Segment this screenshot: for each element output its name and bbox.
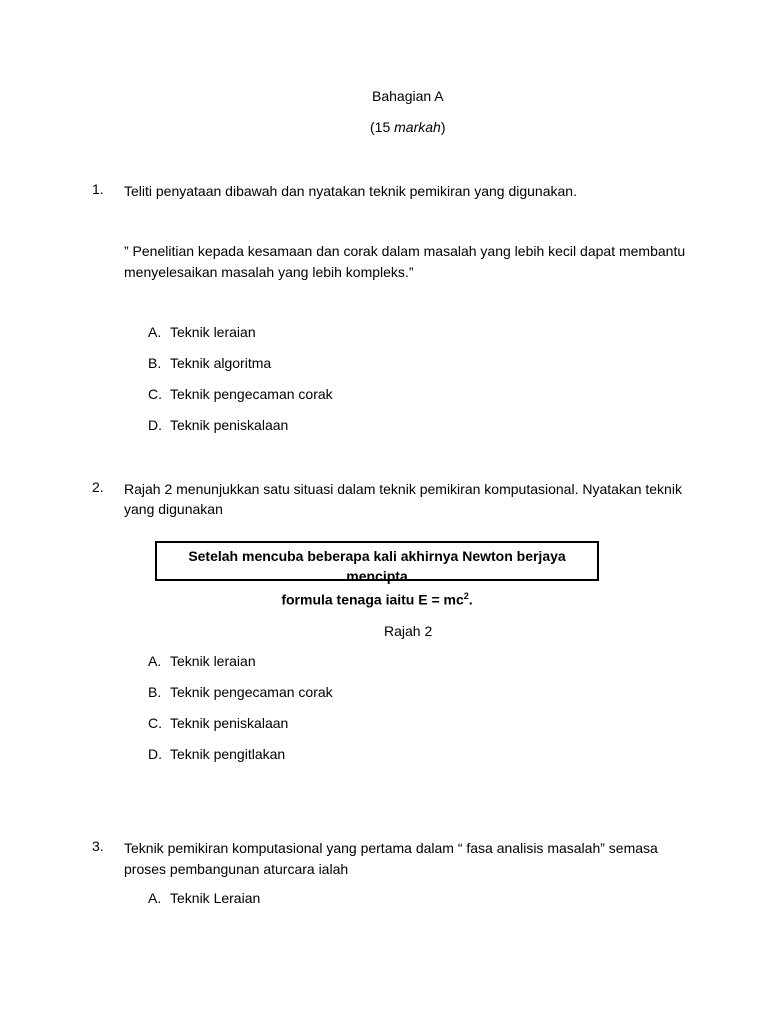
option-text: Teknik algoritma [170, 355, 272, 371]
q2-option-b[interactable] [148, 684, 333, 700]
option-text: Teknik pengecaman corak [170, 386, 333, 402]
q1-option-b[interactable] [148, 355, 271, 371]
option-text: Teknik Leraian [170, 890, 261, 906]
box-line2-end: . [468, 591, 473, 608]
marks-open: (15 [370, 119, 395, 135]
rajah-2-caption: Rajah 2 [384, 623, 433, 639]
option-letter: D. [148, 746, 162, 762]
q1-number: 1. [92, 181, 104, 197]
q2-text-line1: Rajah 2 menunjukkan satu situasi dalam teknik pemikiran komputasional. Nyatakan teknik [124, 481, 682, 497]
marks-word: markah [394, 119, 441, 135]
q2-option-c[interactable] [148, 715, 288, 731]
box-line1: Setelah mencuba beberapa kali akhirnya Newton berjaya mencipta [188, 548, 566, 584]
option-text: Teknik leraian [170, 653, 256, 669]
option-letter: A. [148, 890, 162, 906]
option-text: Teknik peniskalaan [170, 715, 289, 731]
option-letter: A. [148, 324, 162, 340]
box-superscript: 2 [463, 591, 469, 601]
option-letter: B. [148, 684, 162, 700]
q1-option-a[interactable] [148, 324, 256, 340]
option-letter: A. [148, 653, 162, 669]
q1-option-d[interactable] [148, 417, 288, 433]
section-title: Bahagian A [372, 88, 444, 104]
q2-text-line2: yang digunakan [124, 501, 223, 517]
option-letter: D. [148, 417, 162, 433]
q1-quote-line1: ” Penelitian kepada kesamaan dan corak dalam masalah yang lebih kecil dapat membantu [124, 243, 686, 259]
q2-number: 2. [92, 479, 104, 495]
option-letter: C. [148, 386, 162, 402]
q1-option-c[interactable] [148, 386, 333, 402]
q3-text-line1: Teknik pemikiran komputasional yang pertama dalam “ fasa analisis masalah” semasa [124, 840, 658, 856]
q1-quote-line2: menyelesaikan masalah yang lebih kompleks.” [124, 264, 414, 280]
q1-text: Teliti penyataan dibawah dan nyatakan teknik pemikiran yang digunakan. [124, 183, 577, 199]
q2-option-d[interactable] [148, 746, 285, 762]
option-text: Teknik pengitlakan [170, 746, 286, 762]
q3-number: 3. [92, 838, 104, 854]
box-line2 [157, 586, 597, 610]
section-marks [370, 119, 445, 135]
marks-close: ) [440, 119, 446, 135]
rajah-2-box [155, 541, 599, 608]
option-letter: C. [148, 715, 162, 731]
option-text: Teknik pengecaman corak [170, 684, 333, 700]
box-line2-text: formula tenaga iaitu E = mc [281, 591, 464, 608]
option-text: Teknik peniskalaan [170, 417, 289, 433]
option-text: Teknik leraian [170, 324, 256, 340]
q3-option-a[interactable] [148, 890, 260, 906]
q2-option-a[interactable] [148, 653, 256, 669]
q3-text-line2: proses pembangunan aturcara ialah [124, 861, 349, 877]
option-letter: B. [148, 355, 162, 371]
